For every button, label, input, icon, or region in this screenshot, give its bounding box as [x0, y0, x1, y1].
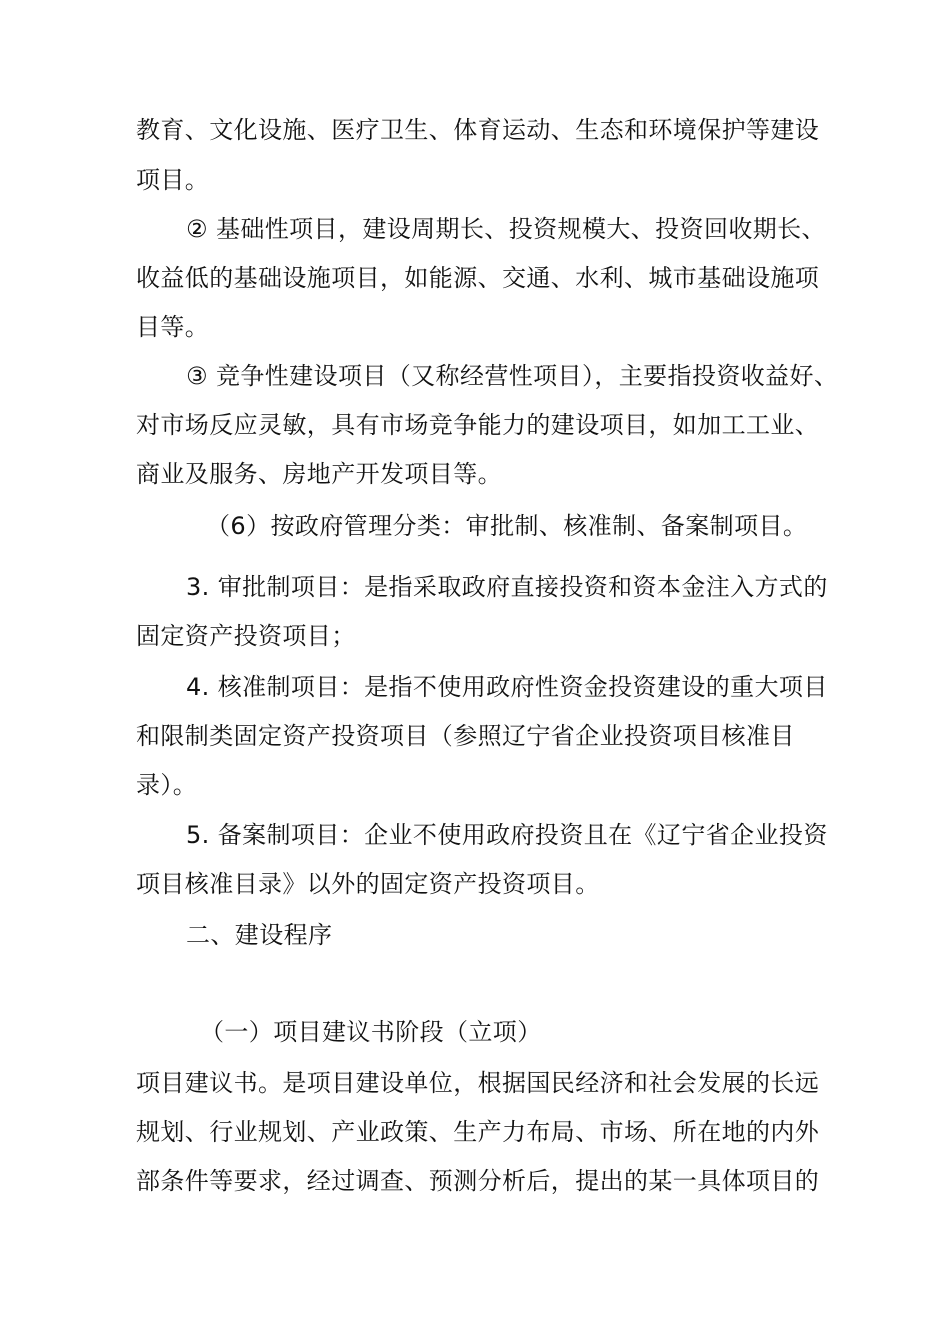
subsection-heading-proposal-stage: （一）项目建议书阶段（立项） [200, 1018, 542, 1046]
paragraph-line: 部条件等要求，经过调查、预测分析后，提出的某一具体项目的 [136, 1167, 820, 1195]
paragraph-line: 项目核准目录》以外的固定资产投资项目。 [136, 870, 600, 898]
list-item-filing-projects: 5. 备案制项目：企业不使用政府投资且在《辽宁省企业投资 [186, 821, 828, 849]
section-heading-construction-procedure: 二、建设程序 [186, 921, 333, 949]
list-item-approval-projects: 3. 审批制项目：是指采取政府直接投资和资本金注入方式的 [186, 573, 828, 601]
paragraph-line: 规划、行业规划、产业政策、生产力布局、市场、所在地的内外 [136, 1118, 820, 1146]
list-item-basic-projects: ② 基础性项目，建设周期长、投资规模大、投资回收期长、 [186, 215, 826, 243]
paragraph-line: 对市场反应灵敏，具有市场竞争能力的建设项目，如加工工业、 [136, 411, 820, 439]
paragraph-line: 固定资产投资项目； [136, 622, 356, 650]
section-heading-classification: （6）按政府管理分类：审批制、核准制、备案制项目。 [206, 512, 808, 540]
paragraph-line: 和限制类固定资产投资项目（参照辽宁省企业投资项目核准目 [136, 722, 795, 750]
paragraph-line: 项目。 [136, 166, 210, 194]
paragraph-line: 教育、文化设施、医疗卫生、体育运动、生态和环境保护等建设 [136, 116, 820, 144]
paragraph-line: 目等。 [136, 313, 210, 341]
paragraph-line: 项目建议书。是项目建设单位，根据国民经济和社会发展的长远 [136, 1069, 820, 1097]
paragraph-line: 录）。 [136, 771, 198, 799]
list-item-verification-projects: 4. 核准制项目：是指不使用政府性资金投资建设的重大项目 [186, 673, 828, 701]
list-item-competitive-projects: ③ 竞争性建设项目（又称经营性项目），主要指投资收益好、 [186, 362, 839, 390]
paragraph-line: 收益低的基础设施项目，如能源、交通、水利、城市基础设施项 [136, 264, 820, 292]
paragraph-line: 商业及服务、房地产开发项目等。 [136, 460, 502, 488]
